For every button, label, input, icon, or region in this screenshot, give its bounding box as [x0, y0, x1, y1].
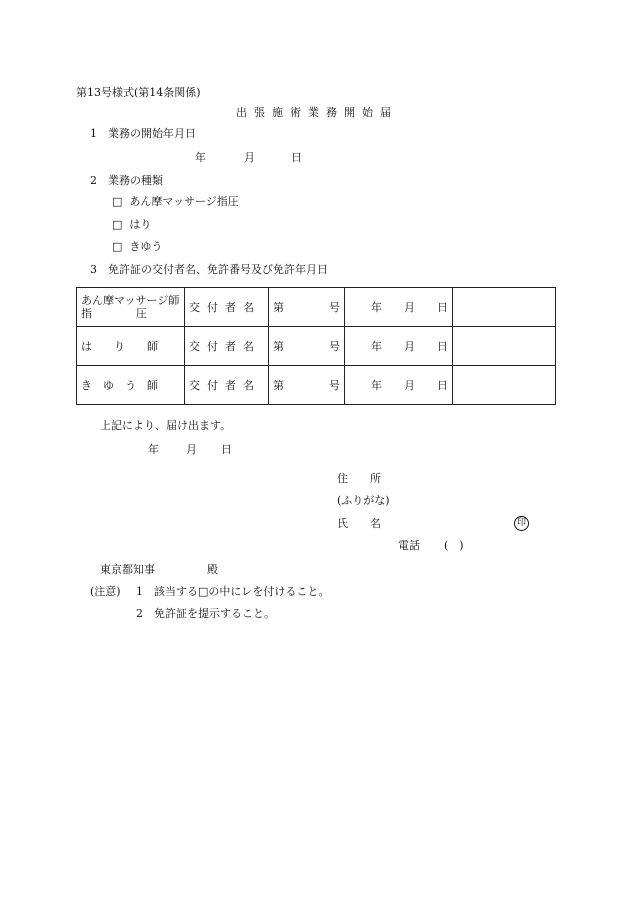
table-row — [77, 327, 556, 366]
issuer-cell — [185, 366, 269, 405]
phone-label: 電話 — [398, 539, 420, 552]
section2-heading: 2 業務の種類 — [90, 174, 163, 187]
seal-mark: 印 — [514, 516, 529, 531]
section1-heading: 1 業務の開始年月日 — [90, 127, 196, 140]
issuer-label: 交付者名 — [189, 340, 261, 353]
qualification-line2: 指 圧 — [81, 307, 147, 320]
form-label: 第13号様式(第14条関係) — [76, 86, 201, 99]
table-row — [77, 366, 556, 405]
date-year: 年 — [371, 340, 382, 353]
issuer-cell — [185, 288, 269, 327]
section3-heading: 3 免許証の交付者名、免許番号及び免許年月日 — [90, 263, 328, 276]
start-date-month: 月 — [244, 151, 255, 164]
date-year: 年 — [371, 301, 382, 314]
license-date-cell[interactable] — [345, 327, 453, 366]
number-suffix: 号 — [329, 340, 340, 353]
address-label: 住 所 — [337, 472, 381, 485]
checkbox-icon[interactable]: □ — [112, 195, 123, 208]
table-row — [77, 288, 556, 327]
submit-date-month: 月 — [186, 443, 197, 456]
license-date-cell[interactable] — [345, 288, 453, 327]
qualification-line1: あん摩マッサージ師 — [81, 294, 180, 307]
option-kyu[interactable] — [112, 240, 162, 254]
extra-cell[interactable] — [453, 288, 556, 327]
option-hari[interactable] — [112, 218, 151, 232]
note-item-1: 1 該当する□の中にレを付けること。 — [136, 585, 330, 598]
option-label: あん摩マッサージ指圧 — [129, 195, 239, 208]
date-day: 日 — [437, 340, 448, 353]
note-item-2: 2 免許証を提示すること。 — [136, 607, 275, 620]
date-month: 月 — [404, 379, 415, 392]
submit-date-year: 年 — [148, 443, 159, 456]
option-massage[interactable] — [112, 195, 239, 209]
license-number-cell[interactable] — [269, 327, 345, 366]
extra-cell[interactable] — [453, 366, 556, 405]
number-prefix: 第 — [273, 379, 284, 392]
checkbox-icon[interactable]: □ — [112, 240, 123, 253]
name-label: 氏 名 — [337, 517, 381, 530]
extra-cell[interactable] — [453, 327, 556, 366]
issuer-cell — [185, 327, 269, 366]
qualification-cell: は り 師 — [77, 327, 185, 366]
number-prefix: 第 — [273, 340, 284, 353]
number-suffix: 号 — [329, 379, 340, 392]
date-month: 月 — [404, 340, 415, 353]
license-table — [76, 287, 556, 405]
license-number-cell[interactable] — [269, 366, 345, 405]
license-date-cell[interactable] — [345, 366, 453, 405]
date-day: 日 — [437, 379, 448, 392]
qualification-cell — [77, 288, 185, 327]
notes-label: (注意) — [90, 585, 121, 598]
qualification-cell: き ゆ う 師 — [77, 366, 185, 405]
honorific: 殿 — [207, 563, 218, 576]
license-number-cell[interactable] — [269, 288, 345, 327]
furigana-label: (ふりがな) — [337, 494, 390, 507]
addressee: 東京都知事 — [100, 563, 155, 576]
number-prefix: 第 — [273, 301, 284, 314]
date-month: 月 — [404, 301, 415, 314]
date-year: 年 — [371, 379, 382, 392]
issuer-label: 交付者名 — [189, 379, 261, 392]
phone-parens: ( ) — [444, 539, 464, 552]
declaration: 上記により、届け出ます。 — [100, 419, 232, 432]
submit-date-day: 日 — [221, 443, 232, 456]
checkbox-icon[interactable]: □ — [112, 218, 123, 231]
option-label: はり — [129, 218, 152, 231]
number-suffix: 号 — [329, 301, 340, 314]
date-day: 日 — [437, 301, 448, 314]
page-title: 出張施術業務開始届 — [236, 106, 398, 119]
option-label: きゆう — [129, 240, 163, 253]
start-date-year: 年 — [195, 151, 206, 164]
issuer-label: 交付者名 — [189, 301, 261, 314]
start-date-day: 日 — [291, 151, 302, 164]
